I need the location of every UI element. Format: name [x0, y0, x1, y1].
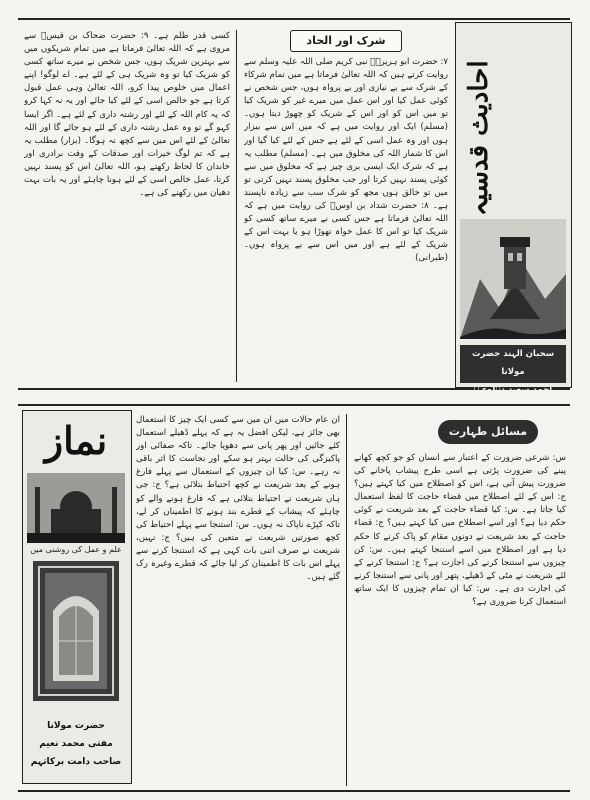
- mountain-tower-illustration: [460, 219, 566, 339]
- section-heading: مسائل طہارت: [438, 420, 538, 444]
- series-title: نماز: [44, 418, 108, 463]
- column-divider: [346, 414, 347, 786]
- prayer-mat-illustration: [33, 561, 119, 701]
- author-line1: حضرت مولانا: [47, 721, 105, 731]
- author-box: [27, 711, 125, 777]
- author-line1: سحبان الہند حضرت مولانا: [471, 349, 555, 377]
- section-heading: شرک اور الحاد: [290, 30, 402, 52]
- top-article-text-right: ۷: حضرت ابو ہریرہؓ نبی کریم صلی اللہ علیہ وسلم سے روایت کرتے ہیں کہ اللہ تعالیٰ فرماتا ہے میں تمام شرکاء کے شرک سے بے نیازی اور بے پرواہ ہوں، جس شخص نے کوئی عمل کیا اور اس عمل میں میرے غیر کو شریک کیا تو میں اس کو اور اس کے شریک کو چھوڑ دیتا ہوں۔ (مسلم) ایک اور روایت میں ہے کہ میں اس سے بیزار ہوں اور وہ عمل اسی کے لئے ہے جس کے لئے کیا گیا اور اس کا شمار اللہ کی مخلوق میں ہے۔ (مسلم) مطلب یہ ہے کہ شرک ایک ایسی بری چیز ہے کہ مخلوق میں سے کوئی پسند نہیں کرتا اور جب مخلوق پسند نہیں کرتی تو میں تو خالق ہوں مجھ کو شرک سب سے زیادہ ناپسند ہے۔ ۸: حضرت شداد بن اوسؓ کی روایت میں ہے کہ اللہ تعالیٰ فرماتا ہے جس کسی نے میرے ساتھ کسی کو شریک کیا تو اس کا عمل خواہ تھوڑا ہو یا بہت اس کے شریک کے لئے ہے اور میں اس سے بے پرواہ ہوں۔ (طبرانی): [244, 57, 448, 264]
- bottom-article-text-left: ان عام حالات میں ان میں سے کسی ایک چیز کا استعمال بھی جائز ہے، لیکن افضل یہ ہے کہ پہلے ڈھیلے استعمال کئے جائیں اور پھر پانی سے دھویا جائے۔ تاکہ صفائی اور پاکیزگی کی حالت بہتر ہو سکے اور نجاست کا اثر باقی نہ رہے۔ س: کیا ان چیزوں کے استعمال سے پہلے فارغ ہونے کے بعد شریعت نے کچھ احتیاط بتلائی ہے؟ ج: جی ہاں شریعت نے احتیاط بتلائی ہے کہ فارغ ہونے والے کو چاہئے کہ پیشاب کے قطرے بند ہونے کا اطمینان کر لے، تاکہ کپڑے ناپاک نہ ہوں۔ س: استنجا سے پہلے احتیاط کی کچھ صورتیں شریعت نے متعین کی ہیں؟ ج: نہیں، شریعت نے صرف اتنی بات کہی ہے کہ استنجا کرنے سے پہلے اس بات کا اطمینان کر لیا جائے کہ قطرے وغیرہ رک گئے ہیں۔: [136, 415, 340, 583]
- column-divider: [236, 30, 237, 382]
- author-line2: مفتی محمد نعیم صاحب دامت برکاتہم: [30, 739, 122, 767]
- top-article-column-right: [244, 56, 448, 384]
- top-article-text-left: کسی قدر ظلم ہے۔ ۹: حضرت ضحاک بن قیسؓ سے مروی ہے کہ اللہ تعالیٰ فرماتا ہے میں تمام شریکوں میں سے بہترین شریک ہوں، جس شخص نے میرے ساتھ کسی کو شریک کیا تو وہ شریک ہی کے لئے ہے۔ اے لوگو! اپنے اعمال میں خلوص پیدا کرو، اللہ تعالیٰ وہی عمل قبول کرتا ہے جو خالص اسی کے لئے کیا جائے اور یہ نہ کہا کرو کہ یہ کام اللہ کے لئے اور رشتہ داری کے لئے ہے۔ اگر ایسا کہو گے تو وہ عمل رشتہ داری کے لئے ہو جائے گا اور اللہ تعالیٰ کے لئے اس میں سے کچھ نہ ہوگا۔ (بزار) مطلب یہ ہے کہ تم لوگ خیرات اور صدقات کے وقت برادری اور خاندان کا لحاظ رکھتے ہو، اللہ تعالیٰ اس کو پسند نہیں کرتا، عمل خالص اسی کے لئے ہونا چاہئے اور یہ بات بہت دھیان میں رکھنے کی ہے۔: [24, 31, 230, 199]
- namaz-title-panel: [22, 410, 132, 784]
- series-title: احادیث قدسیہ: [464, 60, 494, 216]
- bottom-frame-line: [18, 404, 570, 406]
- series-title-panel: [455, 22, 572, 395]
- author-line2: احمد سعید دہلویؒ: [473, 385, 553, 395]
- top-frame-line: [18, 18, 570, 20]
- bottom-article-column-left: [136, 414, 340, 786]
- bottom-end-line: [18, 790, 570, 792]
- author-box: [460, 345, 566, 395]
- mosque-silhouette-illustration: [27, 473, 125, 543]
- bottom-article-text-right: س: شرعی ضرورت کے اعتبار سے انسان کو جو کچھ کھانے پینے کی ضرورت پڑتی ہے اسی طرح پیشاب پاخانے کی ضرورت پیش آتی ہے، اس کو اصطلاح میں کیا کہتے ہیں؟ ج: اس کے لئے اصطلاح میں قضاء حاجت کا لفظ استعمال کیا جاتا ہے۔ س: کیا قضاء حاجت کے بعد شریعت نے کوئی حکم دیا ہے؟ اور اسے اصطلاح میں کیا کہتے ہیں؟ ج: قضاء حاجت کے بعد شریعت نے دونوں مقام کو پاک کرنے کا حکم دیا ہے اور اصطلاح میں اسے استنجا کہتے ہیں۔ س: کن چیزوں سے استنجا کرنے کی اجازت ہے؟ ج: استنجا کرنے کے لئے شریعت نے مٹی کے ڈھیلے، پتھر اور پانی سے استنجا کرنے کی اجازت دی ہے۔ س: کیا ان تمام چیزوں کا ایک ساتھ استعمال کرنا ضروری ہے؟: [354, 453, 566, 608]
- bottom-article-column-right: [354, 452, 566, 786]
- banner-caption: علم و عمل کی روشنی میں: [30, 545, 122, 554]
- top-article-column-left: [24, 30, 230, 384]
